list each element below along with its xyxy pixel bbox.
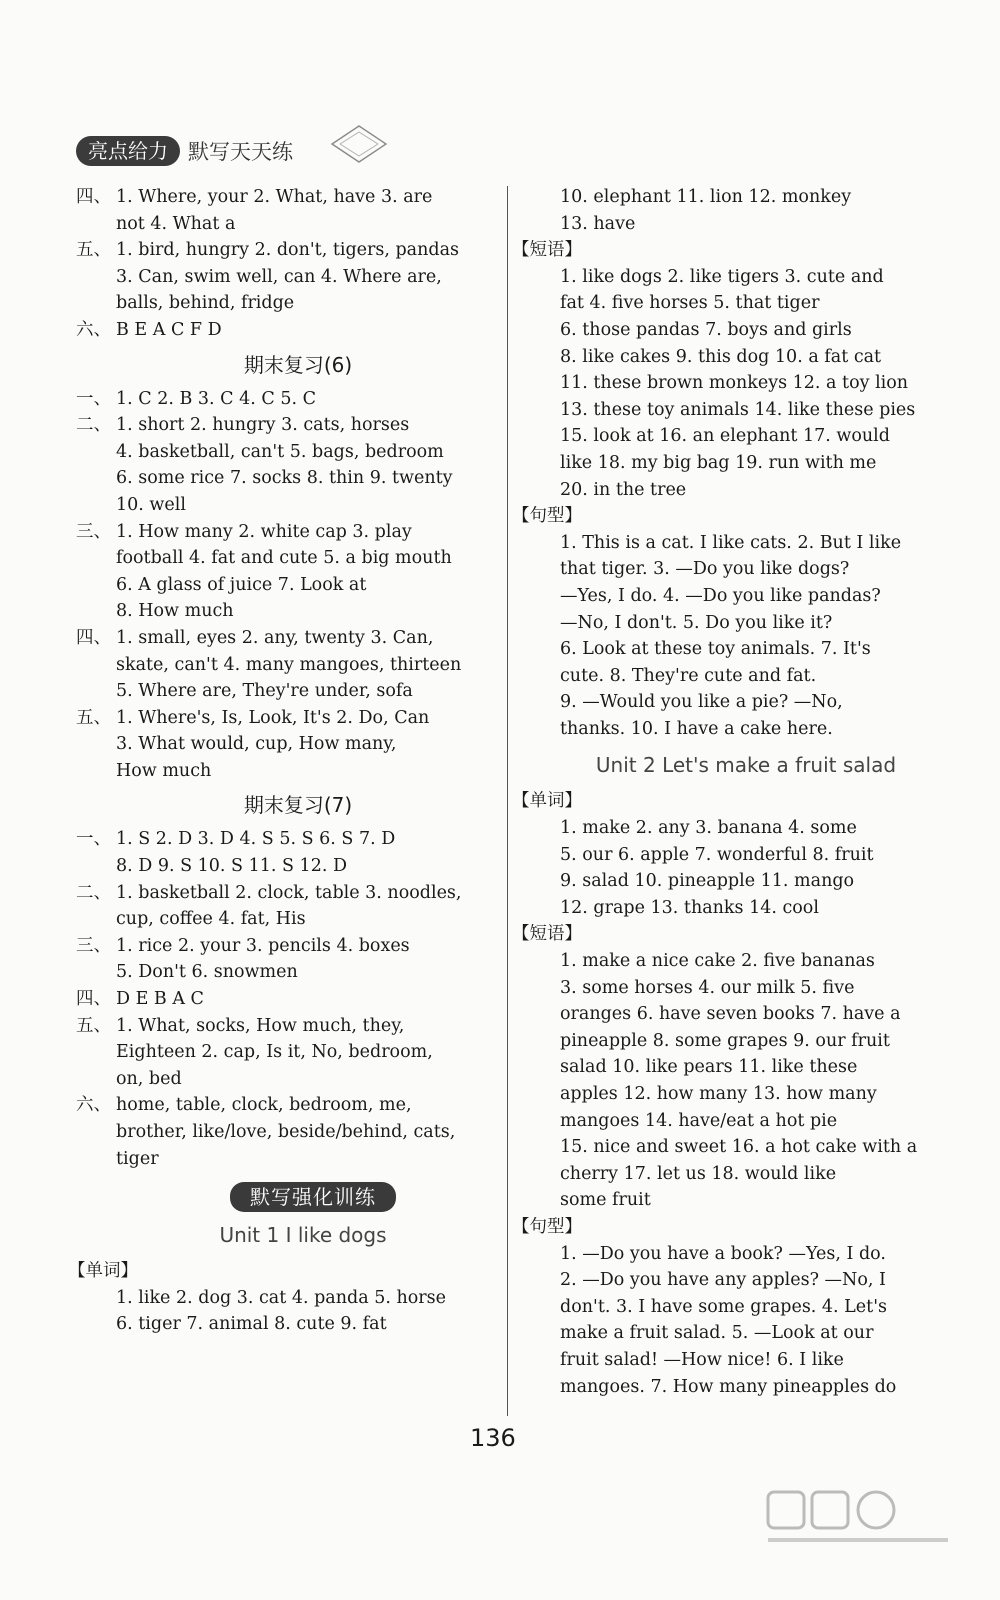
answer-line: that tiger. 3. —Do you like dogs?	[560, 559, 850, 580]
answer-line: cute. 8. They're cute and fat.	[560, 665, 817, 686]
seal-icon	[328, 124, 390, 164]
answer-line: 6. those pandas 7. boys and girls	[560, 319, 852, 340]
question-number: 六、	[76, 319, 111, 340]
answer-text: cup, coffee 4. fat, His	[116, 909, 306, 930]
answer-text: 1. S 2. D 3. D 4. S 5. S 6. S 7. D	[116, 829, 396, 850]
answer-line	[76, 933, 490, 960]
answer-line	[76, 906, 490, 933]
answer-line	[76, 853, 490, 880]
answer-line	[76, 1092, 490, 1119]
answer-text: skate, can't 4. many mangoes, thirteen	[116, 654, 462, 675]
answer-line: salad 10. like pears 11. like these	[560, 1057, 858, 1078]
answer-line: cherry 17. let us 18. would like	[560, 1163, 837, 1184]
answer-line	[76, 465, 490, 492]
answer-line: 1. make a nice cake 2. five bananas	[560, 951, 875, 972]
question-number: 六、	[76, 1095, 111, 1116]
answer-line: 1. like 2. dog 3. cat 4. panda 5. horse	[116, 1287, 446, 1308]
answer-line	[76, 880, 490, 907]
answer-text: on, bed	[116, 1068, 182, 1089]
left-column	[68, 184, 490, 1338]
answer-line: —No, I don't. 5. Do you like it?	[560, 612, 833, 633]
answer-line	[76, 731, 490, 758]
answer-line	[76, 412, 490, 439]
answer-line	[76, 758, 490, 785]
answer-line: 6. Look at these toy animals. 7. It's	[560, 639, 871, 660]
phrases-label: 【短语】	[512, 240, 582, 261]
answer-line	[76, 290, 490, 317]
answer-line	[76, 519, 490, 546]
answer-line	[76, 264, 490, 291]
answer-line: 13. have	[560, 213, 636, 234]
answer-line: thanks. 10. I have a cake here.	[560, 718, 833, 739]
answer-text: 1. basketball 2. clock, table 3. noodles,	[116, 882, 462, 903]
question-number: 四、	[76, 627, 111, 648]
question-number: 五、	[76, 1015, 111, 1036]
answer-line	[76, 1119, 490, 1146]
question-number: 五、	[76, 240, 111, 261]
answer-text: D E B A C	[116, 989, 204, 1010]
answer-text: 6. some rice 7. socks 8. thin 9. twenty	[116, 468, 453, 489]
answer-line: fruit salad! —How nice! 6. I like	[560, 1349, 844, 1370]
question-number: 四、	[76, 989, 111, 1010]
answer-line: make a fruit salad. 5. —Look at our	[560, 1323, 874, 1344]
answer-text: not 4. What a	[116, 213, 236, 234]
answer-text: balls, behind, fridge	[116, 293, 295, 314]
training-banner: 默写强化训练	[230, 1182, 396, 1212]
answer-text: B E A C F D	[116, 319, 222, 340]
sentences-label: 【句型】	[512, 506, 582, 527]
question-number: 二、	[76, 415, 111, 436]
page-header	[76, 134, 293, 168]
answer-text: 4. basketball, can't 5. bags, bedroom	[116, 441, 444, 462]
answer-line	[76, 598, 490, 625]
answer-line: apples 12. how many 13. how many	[560, 1084, 877, 1104]
answer-line: 3. some horses 4. our milk 5. five	[560, 977, 855, 998]
answer-line	[76, 1066, 490, 1093]
answer-line	[76, 1039, 490, 1066]
answer-text: 1. small, eyes 2. any, twenty 3. Can,	[116, 627, 434, 648]
answer-line: oranges 6. have seven books 7. have a	[560, 1004, 901, 1025]
answer-line	[76, 1013, 490, 1040]
answer-text: 1. short 2. hungry 3. cats, horses	[116, 415, 410, 436]
answer-line	[76, 492, 490, 519]
question-number: 四、	[76, 187, 111, 207]
answer-line: 1. —Do you have a book? —Yes, I do.	[560, 1243, 886, 1264]
unit2-phrases	[520, 948, 932, 1214]
answer-text: 1. What, socks, How much, they,	[116, 1015, 405, 1036]
section-title-review6: 期末复习(6)	[243, 352, 353, 377]
answer-text: 5. Don't 6. snowmen	[116, 962, 298, 983]
answer-line: 20. in the tree	[560, 479, 687, 500]
answer-text: Eighteen 2. cap, Is it, No, bedroom,	[116, 1042, 433, 1063]
answer-line	[76, 386, 490, 413]
u2-sentences-label: 【句型】	[512, 1216, 582, 1237]
watermark-logo-icon	[760, 1486, 960, 1566]
answer-line: pineapple 8. some grapes 9. our fruit	[560, 1030, 890, 1051]
answer-text: 1. Where's, Is, Look, It's 2. Do, Can	[116, 707, 430, 728]
answer-text: 5. Where are, They're under, sofa	[116, 681, 413, 702]
header-title: 默写天天练	[188, 140, 293, 164]
answer-line	[76, 625, 490, 652]
answer-line	[76, 439, 490, 466]
answer-line: 6. tiger 7. animal 8. cute 9. fat	[116, 1314, 387, 1335]
answer-text: 1. rice 2. your 3. pencils 4. boxes	[116, 935, 410, 956]
right-column	[512, 184, 932, 1400]
answer-line: 10. elephant 11. lion 12. monkey	[560, 187, 852, 207]
answer-line	[76, 678, 490, 705]
answer-text: 1. Where, your 2. What, have 3. are	[116, 187, 433, 207]
answer-line: mangoes. 7. How many pineapples do	[560, 1376, 897, 1397]
question-number: 三、	[76, 935, 111, 956]
answer-line: 8. like cakes 9. this dog 10. a fat cat	[560, 346, 882, 367]
u2-words-label: 【单词】	[512, 791, 582, 812]
answer-line	[76, 705, 490, 732]
answer-text: 8. D 9. S 10. S 11. S 12. D	[116, 856, 347, 877]
answer-line: 1. This is a cat. I like cats. 2. But I like	[560, 532, 902, 553]
answer-text: 8. How much	[116, 601, 234, 622]
answer-line: 12. grape 13. thanks 14. cool	[560, 897, 819, 918]
answer-line: 1. like dogs 2. like tigers 3. cute and	[560, 266, 884, 287]
answer-line: —Yes, I do. 4. —Do you like pandas?	[560, 585, 881, 606]
answer-line: 5. our 6. apple 7. wonderful 8. fruit	[560, 844, 874, 865]
answer-line: 2. —Do you have any apples? —No, I	[560, 1270, 886, 1291]
answer-line: 15. look at 16. an elephant 17. would	[560, 426, 890, 447]
question-number: 二、	[76, 882, 111, 903]
answer-line	[76, 652, 490, 679]
answer-line: some fruit	[560, 1190, 651, 1211]
answer-line	[76, 237, 490, 264]
answer-text: 1. How many 2. white cap 3. play	[116, 521, 412, 542]
answer-line	[76, 545, 490, 572]
answer-text: 3. What would, cup, How many,	[116, 734, 397, 755]
unit1-title: Unit 1 I like dogs	[219, 1223, 387, 1248]
answer-line: 9. —Would you like a pie? —No,	[560, 692, 843, 713]
answer-line: 1. make 2. any 3. banana 4. some	[560, 818, 857, 839]
answer-line: 9. salad 10. pineapple 11. mango	[560, 871, 855, 892]
answer-line: fat 4. five horses 5. that tiger	[560, 293, 820, 314]
answer-line	[76, 572, 490, 599]
unit1-words	[76, 1285, 490, 1338]
u2-phrases-label: 【短语】	[512, 924, 582, 945]
answer-line: like 18. my big bag 19. run with me	[560, 452, 877, 473]
answer-text: brother, like/love, beside/behind, cats,	[116, 1122, 456, 1142]
answer-line	[76, 986, 490, 1013]
answer-text: football 4. fat and cute 5. a big mouth	[116, 548, 452, 569]
answer-text: 1. bird, hungry 2. don't, tigers, pandas	[116, 240, 460, 261]
unit2-title: Unit 2 Let's make a fruit salad	[595, 753, 897, 778]
unit2-words	[520, 815, 932, 921]
answer-text: 3. Can, swim well, can 4. Where are,	[116, 266, 442, 287]
answer-line	[76, 826, 490, 853]
unit1-phrases	[520, 264, 932, 503]
question-number: 五、	[76, 707, 111, 728]
answer-line: mangoes 14. have/eat a hot pie	[560, 1110, 838, 1131]
answer-text: tiger	[116, 1148, 159, 1169]
brand-badge: 亮点给力	[76, 136, 180, 166]
answer-block-1	[76, 184, 490, 344]
answer-text: 10. well	[116, 494, 186, 515]
question-number: 一、	[76, 388, 111, 409]
answer-line	[76, 959, 490, 986]
banner-wrap	[136, 1182, 490, 1212]
answer-line	[76, 184, 490, 211]
answer-text: 1. C 2. B 3. C 4. C 5. C	[116, 388, 316, 409]
answer-line	[76, 211, 490, 238]
unit1-words-continued	[520, 184, 932, 237]
unit1-words-label: 【单词】	[68, 1261, 138, 1282]
unit1-sentences	[520, 530, 932, 743]
answer-line: 15. nice and sweet 16. a hot cake with a	[560, 1137, 918, 1158]
answer-line: 11. these brown monkeys 12. a toy lion	[560, 373, 909, 394]
question-number: 三、	[76, 521, 111, 542]
column-divider	[507, 186, 508, 1416]
answer-line: 13. these toy animals 14. like these pies	[560, 399, 916, 420]
answer-line	[76, 1146, 490, 1173]
review6-answers	[76, 386, 490, 785]
review7-answers	[76, 826, 490, 1172]
unit2-sentences	[520, 1241, 932, 1401]
question-number: 一、	[76, 829, 111, 850]
section-title-review7: 期末复习(7)	[243, 793, 353, 818]
answer-text: How much	[116, 760, 212, 781]
answer-text: 6. A glass of juice 7. Look at	[116, 574, 367, 595]
page-number: 136	[470, 1424, 516, 1452]
answer-line: don't. 3. I have some grapes. 4. Let's	[560, 1296, 887, 1317]
answer-line	[76, 317, 490, 344]
answer-text: home, table, clock, bedroom, me,	[116, 1095, 412, 1116]
